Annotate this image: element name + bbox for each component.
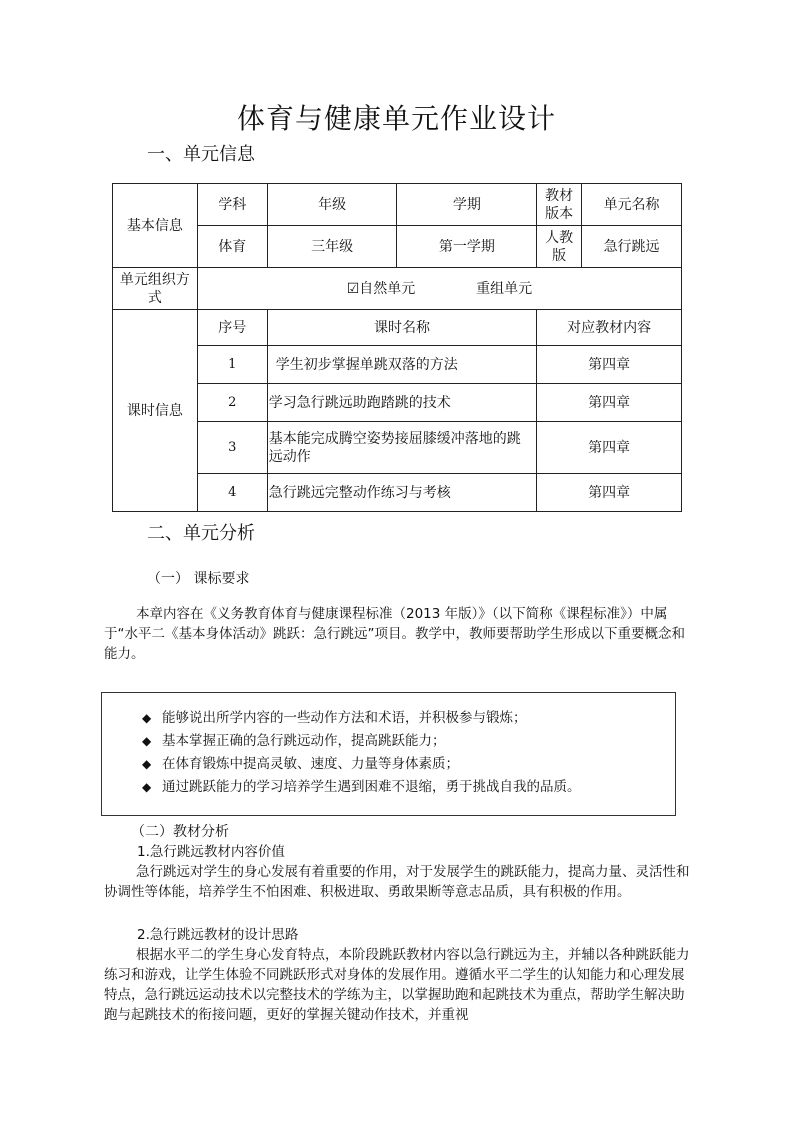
header-lesson-content: 对应教材内容 — [537, 310, 682, 346]
lesson-content: 第四章 — [537, 474, 682, 512]
list-item: ◆ 基本掌握正确的急行跳远动作，提高跳跃能力； — [142, 730, 675, 753]
lesson-content: 第四章 — [537, 422, 682, 474]
table-row — [113, 268, 682, 310]
header-subject: 学科 — [197, 184, 267, 226]
header-lesson-name: 课时名称 — [267, 310, 536, 346]
section-heading-unit-info: 一、单元信息 — [147, 144, 255, 165]
header-semester: 学期 — [397, 184, 537, 226]
org-option-natural: 自然单元 — [359, 280, 416, 297]
diamond-bullet-icon: ◆ — [142, 711, 152, 725]
org-method-label: 单元组织方式 — [113, 268, 198, 310]
table-row — [113, 474, 682, 512]
list-item: ◆ 能够说出所学内容的一些动作方法和术语，并积极参与锻炼； — [142, 707, 675, 730]
page-title: 体育与健康单元作业设计 — [236, 102, 556, 135]
section-heading-unit-analysis: 二、单元分析 — [147, 523, 255, 544]
value-grade: 三年级 — [267, 226, 397, 268]
list-item: ◆ 在体育锻炼中提高灵敏、速度、力量等身体素质； — [142, 753, 675, 776]
lesson-name: 学生初步掌握单跳双落的方法 — [267, 346, 536, 384]
subheading-curriculum: （一） 课标要求 — [147, 571, 250, 587]
lesson-name: 基本能完成腾空姿势接屈膝缓冲落地的跳远动作 — [267, 422, 536, 474]
value-subject: 体育 — [197, 226, 267, 268]
value-semester: 第一学期 — [397, 226, 537, 268]
table-row — [113, 226, 682, 268]
list-item: ◆ 通过跳跃能力的学习培养学生遇到困难不退缩，勇于挑战自我的品质。 — [142, 776, 675, 799]
diamond-bullet-icon: ◆ — [142, 734, 152, 748]
lesson-info-label: 课时信息 — [113, 310, 198, 512]
lesson-no: 3 — [197, 422, 267, 474]
checkbox-checked-icon: ☑ — [346, 280, 360, 297]
org-method-options — [197, 268, 681, 310]
item-heading-design-idea: 2.急行跳远教材的设计思路 — [137, 927, 299, 943]
value-unit-name: 急行跳远 — [582, 226, 682, 268]
lesson-no: 4 — [197, 474, 267, 512]
header-unit-name: 单元名称 — [582, 184, 682, 226]
unit-info-table — [112, 183, 682, 512]
table-row — [113, 184, 682, 226]
lesson-content: 第四章 — [537, 346, 682, 384]
requirements-box — [101, 692, 676, 816]
lesson-no: 1 — [197, 346, 267, 384]
lesson-name: 急行跳远完整动作练习与考核 — [267, 474, 536, 512]
table-row — [113, 346, 682, 384]
paragraph-design-idea: 根据水平二的学生身心发育特点，本阶段跳跃教材内容以急行跳远为主，并辅以各种跳跃能力练习和游戏，让学生体验不同跳跃形式对身体的发展作用。遵循水平二学生的认知能力和心理发展特点，急行跳远运动技术以完整技术的学练为主，以掌握助跑和起跳技术为重点，帮助学生解决助跑与起跳技术的衔接问题，更好的掌握关键动作技术，并重视 — [104, 947, 690, 1023]
header-lesson-no: 序号 — [197, 310, 267, 346]
requirements-list — [102, 693, 675, 799]
header-textbook: 教材版本 — [537, 184, 582, 226]
paragraph-curriculum: 本章内容在《义务教育体育与健康课程标准（2013 年版）》（以下简称《课程标准》）中属于“水平二《基本身体活动》跳跃：急行跳远”项目。教学中，教师要帮助学生形成以下重要概念和能力。 — [104, 606, 685, 662]
table-row — [113, 422, 682, 474]
subheading-textbook-analysis: （二）教材分析 — [131, 824, 229, 840]
item-heading-content-value: 1.急行跳远教材内容价值 — [137, 844, 285, 860]
table-row — [113, 310, 682, 346]
lesson-content: 第四章 — [537, 384, 682, 422]
lesson-no: 2 — [197, 384, 267, 422]
paragraph-content-value: 急行跳远对学生的身心发展有着重要的作用，对于发展学生的跳跃能力，提高力量、灵活性和协调性等体能，培养学生不怕困难、积极进取、勇敢果断等意志品质，具有积极的作用。 — [104, 864, 690, 900]
basic-info-label: 基本信息 — [113, 184, 198, 268]
value-textbook: 人教版 — [537, 226, 582, 268]
diamond-bullet-icon: ◆ — [142, 757, 152, 771]
diamond-bullet-icon: ◆ — [142, 780, 152, 794]
lesson-name: 学习急行跳远助跑踏跳的技术 — [267, 384, 536, 422]
org-option-regroup: 重组单元 — [476, 280, 533, 297]
header-grade: 年级 — [267, 184, 397, 226]
table-row — [113, 384, 682, 422]
